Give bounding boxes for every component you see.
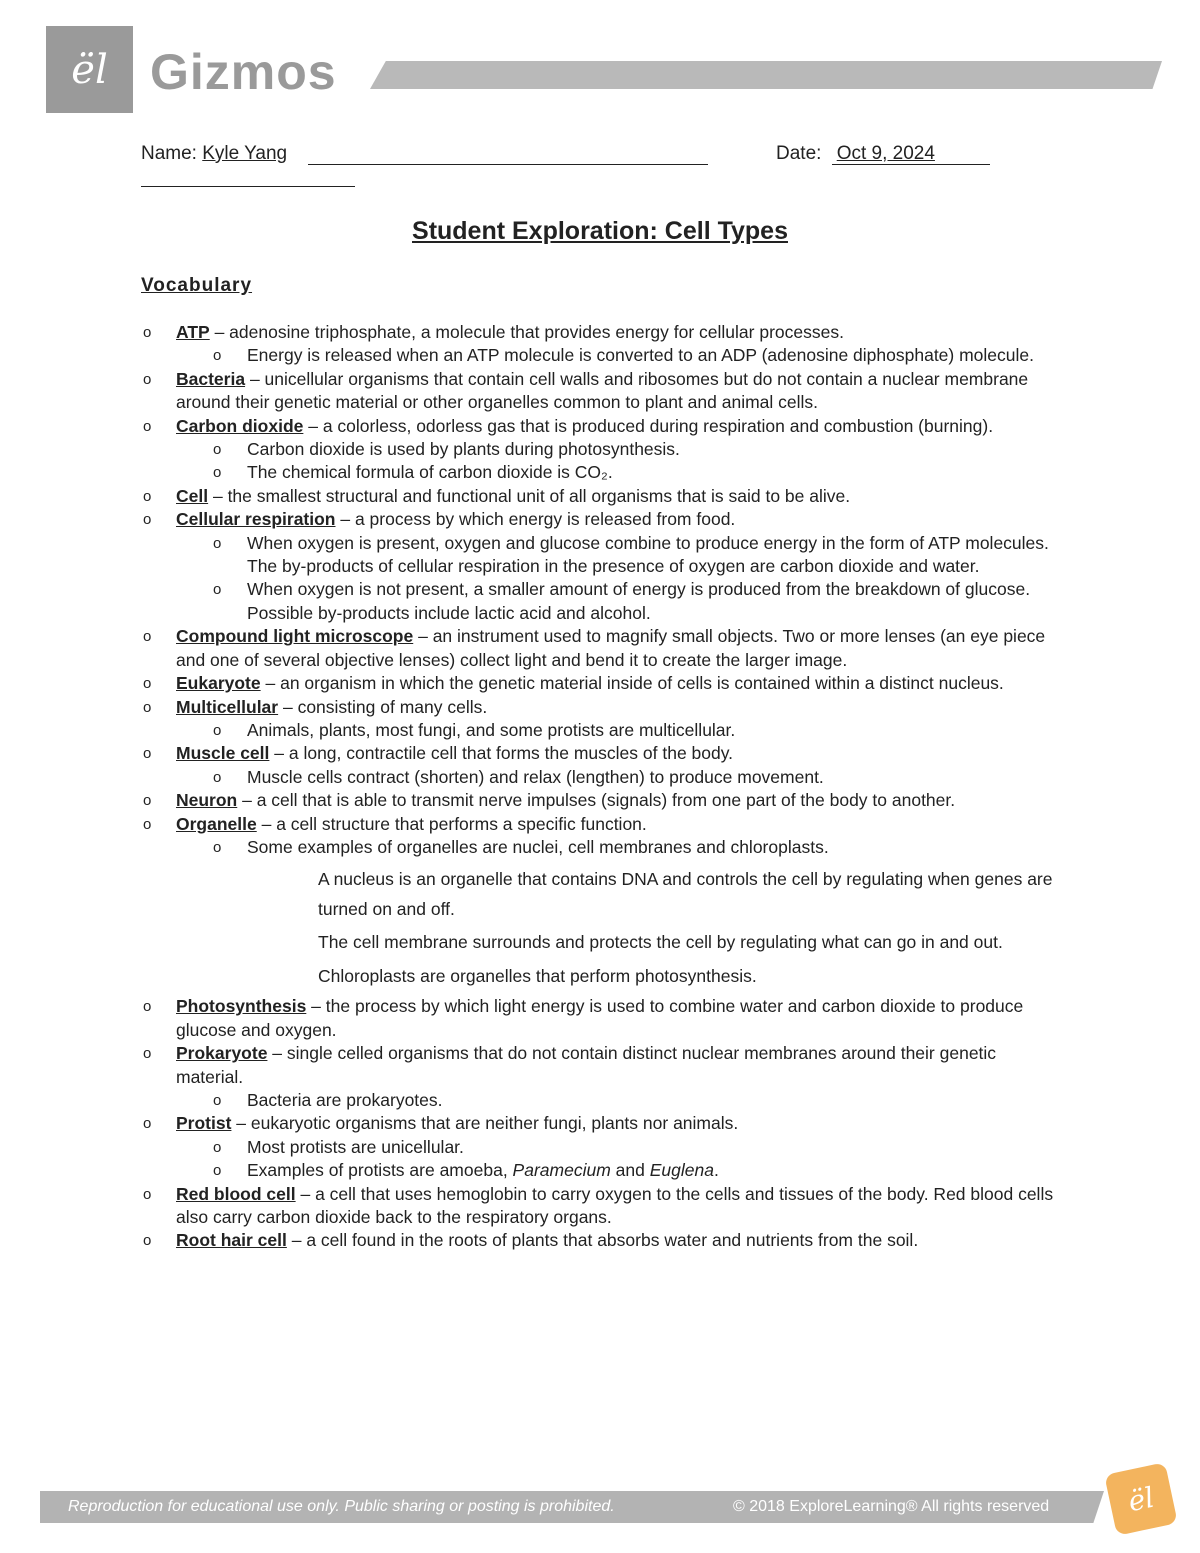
vocab-item-atp [140, 321, 1060, 344]
vocab-note: Some examples of organelles are nuclei, cell membranes and chloroplasts. [247, 836, 829, 857]
vocab-subitem [140, 438, 1060, 461]
vocab-term: ATP [176, 322, 210, 342]
vocab-subitem [140, 461, 1060, 484]
vocab-term: Photosynthesis [176, 996, 307, 1017]
name-value: Kyle Yang [202, 143, 288, 164]
bullet-icon: o [143, 698, 152, 716]
vocab-note: . [713, 1160, 719, 1181]
bullet-icon: o [143, 511, 152, 529]
bullet-icon: o [143, 1115, 152, 1133]
vocab-term: Muscle cell [176, 743, 270, 764]
vocab-note: Muscle cells contract (shorten) and relax (lengthen) to produce movement. [247, 766, 824, 787]
footer-copyright: © 2018 ExploreLearning® All rights reserved [733, 1498, 1050, 1515]
explorelearning-footer-logo [1104, 1462, 1178, 1536]
extra-underline [141, 186, 355, 187]
vocab-term: Organelle [176, 813, 257, 834]
bullet-icon: o [143, 745, 152, 763]
vocab-item-neuron [140, 789, 1060, 812]
vocab-definition: – a cell structure that performs a specific function. [256, 813, 647, 834]
vocabulary-heading: Vocabulary [141, 275, 253, 296]
bullet-icon: o [143, 792, 152, 810]
brand-title: Gizmos [150, 44, 337, 100]
vocab-definition: – consisting of many cells. [278, 696, 488, 717]
vocab-item-cellular-respiration [140, 508, 1060, 531]
vocab-item-cell [140, 485, 1060, 508]
bullet-icon: o [143, 324, 152, 341]
name-line [141, 142, 287, 166]
vocab-note: Most protists are unicellular. [247, 1136, 464, 1157]
footer-logo-glyph: ël [1125, 1480, 1157, 1518]
vocab-item-red-blood-cell [140, 1183, 1060, 1230]
vocab-term: Carbon dioxide [176, 415, 304, 436]
vocab-definition: – a cell that uses hemoglobin to carry oxygen to the cells and tissues of the body. Red blood cells also carry carbon dioxide back to the respiratory organs. [176, 1183, 1054, 1227]
bullet-icon: o [213, 441, 222, 459]
vocab-subitem [140, 532, 1060, 579]
bullet-icon: o [213, 768, 222, 786]
vocab-note: and [610, 1160, 650, 1181]
vocab-definition: – the process by which light energy is used to combine water and carbon dioxide to produce glucose and oxygen. [176, 996, 1024, 1040]
vocab-note: Energy is released when an ATP molecule is converted to an ADP (adenosine diphosphate) molecule. [247, 345, 1035, 366]
vocab-item-multicellular [140, 696, 1060, 719]
footer-notice: Reproduction for educational use only. Public sharing or posting is prohibited. [68, 1498, 615, 1515]
bullet-icon: o [143, 1185, 152, 1203]
vocab-item-bacteria [140, 368, 1060, 415]
bullet-icon: o [213, 534, 222, 552]
vocab-item-prokaryote [140, 1042, 1060, 1089]
vocab-definition: – adenosine triphosphate, a molecule that provides energy for cellular processes. [209, 322, 844, 342]
bullet-icon: o [143, 815, 152, 833]
vocab-item-photosynthesis [140, 995, 1060, 1042]
vocab-note-italic: Paramecium [512, 1160, 611, 1181]
bullet-icon: o [143, 1045, 152, 1063]
date-underline [832, 164, 990, 165]
vocab-item-compound-light-microscope [140, 625, 1060, 672]
vocab-item-carbon-dioxide [140, 415, 1060, 438]
vocab-definition: – the smallest structural and functional unit of all organisms that is said to be alive. [208, 485, 851, 506]
vocab-item-root-hair-cell [140, 1229, 1060, 1252]
vocab-definition: – eukaryotic organisms that are neither fungi, plants nor animals. [231, 1113, 739, 1134]
vocab-subitem [140, 836, 1060, 859]
explorelearning-logo [46, 26, 133, 113]
bullet-icon: o [143, 417, 152, 435]
vocab-term: Neuron [176, 790, 238, 811]
vocab-note: The chemical formula of carbon dioxide is CO₂. [247, 462, 613, 483]
bullet-icon: o [213, 347, 222, 365]
vocab-definition: – a cell that is able to transmit nerve impulses (signals) from one part of the body to another. [237, 790, 956, 811]
organelle-note: The cell membrane surrounds and protects the cell by regulating what can go in and out. [318, 932, 1003, 953]
vocab-definition: – a process by which energy is released from food. [335, 509, 736, 530]
logo-glyph: ël [71, 46, 108, 93]
bullet-icon: o [213, 838, 222, 856]
bullet-icon: o [143, 487, 152, 505]
bullet-icon: o [213, 1162, 222, 1180]
vocab-note: Bacteria are prokaryotes. [247, 1089, 443, 1110]
name-label: Name: [141, 143, 197, 164]
vocab-note: Carbon dioxide is used by plants during photosynthesis. [247, 439, 680, 460]
vocab-definition: – a cell found in the roots of plants that absorbs water and nutrients from the soil. [286, 1230, 919, 1251]
vocabulary-list [140, 321, 1060, 1253]
name-underline [308, 164, 708, 165]
vocab-term: Red blood cell [176, 1183, 296, 1204]
vocab-term: Cellular respiration [176, 509, 336, 530]
bullet-icon: o [213, 581, 222, 599]
vocab-item-organelle [140, 813, 1060, 836]
header-bar [370, 61, 1162, 89]
vocab-note: Animals, plants, most fungi, and some protists are multicellular. [247, 719, 736, 740]
date-value: Oct 9, 2024 [836, 143, 935, 164]
vocab-definition: – an organism in which the genetic material inside of cells is contained within a distinct nucleus. [260, 673, 1004, 694]
vocab-subitem [140, 1136, 1060, 1159]
bullet-icon: o [213, 1091, 222, 1109]
vocab-term: Multicellular [176, 696, 279, 717]
vocab-note-italic: Euglena [649, 1160, 714, 1181]
date-line [776, 142, 935, 166]
organelle-note: Chloroplasts are organelles that perform photosynthesis. [318, 965, 757, 986]
vocab-note: Examples of protists are amoeba, [247, 1160, 513, 1181]
bullet-icon: o [143, 370, 152, 388]
vocab-subitem [140, 719, 1060, 742]
vocab-definition: – a colorless, odorless gas that is produced during respiration and combustion (burning). [303, 415, 994, 436]
vocab-subitem [140, 344, 1060, 367]
vocab-subitem [140, 1159, 1060, 1182]
bullet-icon: o [213, 1138, 222, 1156]
vocab-note: When oxygen is present, oxygen and glucose combine to produce energy in the form of ATP molecules. The by-products of cellular respiration in the presence of oxygen are carbon dioxide and water. [247, 532, 1049, 577]
vocab-term: Bacteria [176, 368, 246, 389]
bullet-icon: o [213, 464, 222, 482]
bullet-icon: o [213, 721, 222, 739]
vocab-item-muscle-cell [140, 742, 1060, 765]
vocab-subitem [140, 1089, 1060, 1112]
vocab-definition: – a long, contractile cell that forms the muscles of the body. [269, 743, 734, 764]
vocab-term: Protist [176, 1113, 232, 1134]
vocab-definition: – single celled organisms that do not contain distinct nuclear membranes around their genetic material. [176, 1043, 997, 1087]
organelle-note: A nucleus is an organelle that contains DNA and controls the cell by regulating when genes are turned on and off. [318, 869, 1053, 919]
vocab-item-eukaryote [140, 672, 1060, 695]
vocab-subitem [140, 578, 1060, 625]
bullet-icon: o [143, 998, 152, 1016]
vocab-term: Eukaryote [176, 673, 261, 694]
vocab-definition: – unicellular organisms that contain cell walls and ribosomes but do not contain a nuclear membrane around their genetic material or other organelles common to plant and animal cells. [176, 368, 1029, 413]
vocab-definition: – an instrument used to magnify small objects. Two or more lenses (an eye piece and one of several objective lenses) collect light and bend it to create the larger image. [176, 626, 1046, 670]
vocab-term: Root hair cell [176, 1230, 287, 1251]
bullet-icon: o [143, 675, 152, 693]
vocab-note: When oxygen is not present, a smaller amount of energy is produced from the breakdown of glucose. Possible by-products include lactic acid and alcohol. [247, 579, 1031, 623]
date-label: Date: [776, 143, 822, 164]
vocab-subitem [140, 766, 1060, 789]
page-title: Student Exploration: Cell Types [412, 217, 788, 245]
vocab-term: Prokaryote [176, 1043, 268, 1064]
bullet-icon: o [143, 1232, 152, 1250]
vocab-item-protist [140, 1112, 1060, 1135]
vocab-term: Compound light microscope [176, 626, 414, 647]
vocab-term: Cell [176, 485, 209, 506]
bullet-icon: o [143, 628, 152, 646]
